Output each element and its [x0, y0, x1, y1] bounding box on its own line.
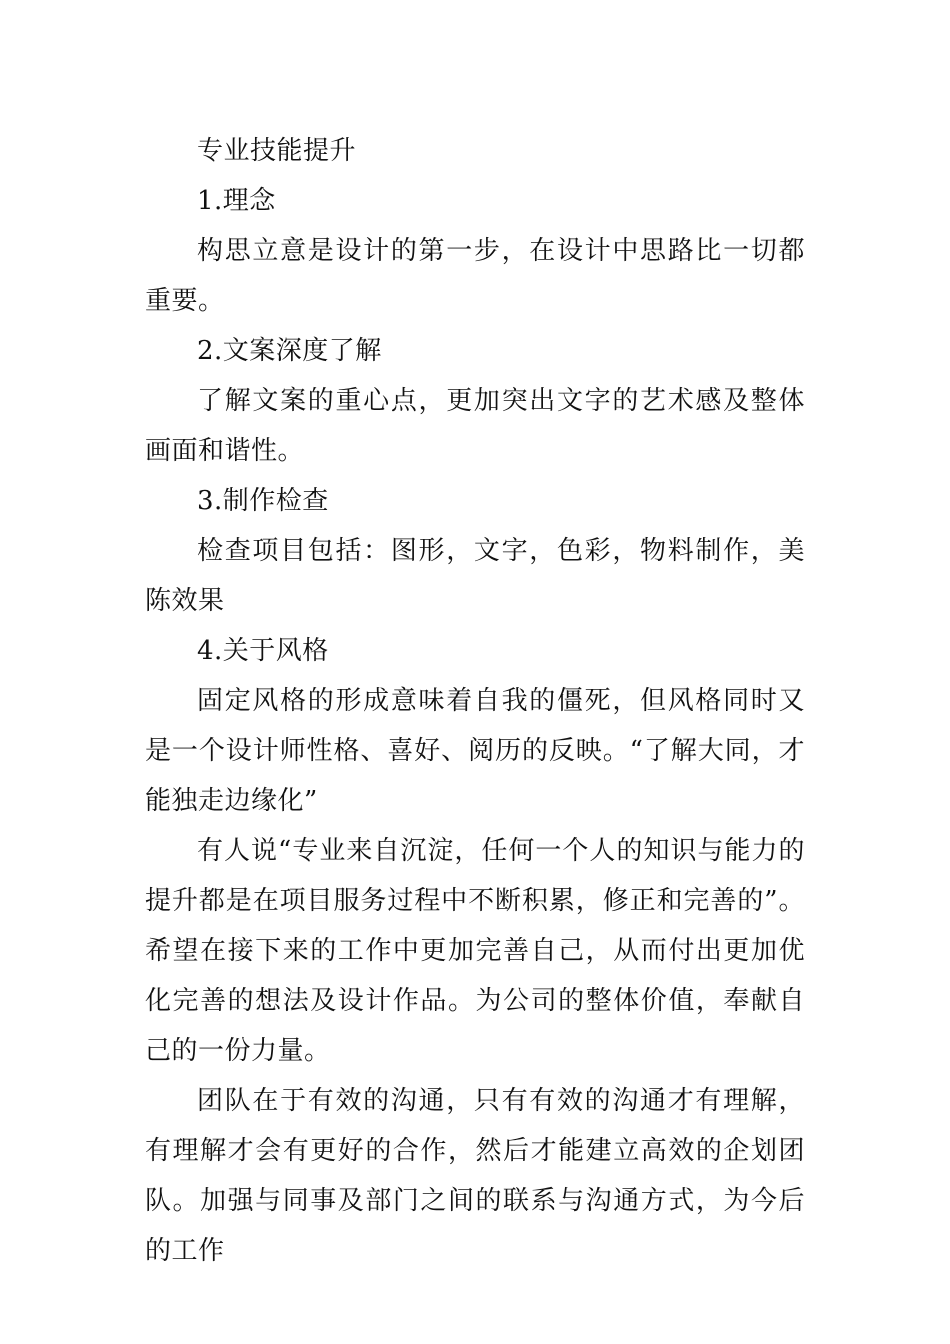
- item-text-1: 构思立意是设计的第一步，在设计中思路比一切都重要。: [145, 236, 805, 316]
- section-heading: 专业技能提升: [197, 136, 357, 166]
- body-paragraph-1: 有人说“专业来自沉淀，任何一个人的知识与能力的提升都是在项目服务过程中不断积累，修正和完善的”。希望在接下来的工作中更加完善自己，从而付出更加优化完善的想法及设计作品。为公司的整体价值，奉献自己的一份力量。: [145, 836, 805, 1066]
- document-body: [145, 126, 805, 1276]
- item-text-2: 了解文案的重心点，更加突出文字的艺术感及整体画面和谐性。: [145, 386, 805, 466]
- item-text-3: 检查项目包括：图形，文字，色彩，物料制作，美陈效果: [145, 536, 805, 616]
- body-paragraph-2: 团队在于有效的沟通，只有有效的沟通才有理解，有理解才会有更好的合作，然后才能建立高效的企划团队。加强与同事及部门之间的联系与沟通方式，为今后的工作: [145, 1086, 805, 1266]
- item-text-4: 固定风格的形成意味着自我的僵死，但风格同时又是一个设计师性格、喜好、阅历的反映。“了解大同，才能独走边缘化”: [145, 686, 805, 816]
- item-heading-4: 4.关于风格: [197, 636, 329, 666]
- item-heading-2: 2.文案深度了解: [197, 336, 382, 366]
- item-heading-3: 3.制作检查: [197, 486, 329, 516]
- item-heading-1: 1.理念: [197, 186, 276, 216]
